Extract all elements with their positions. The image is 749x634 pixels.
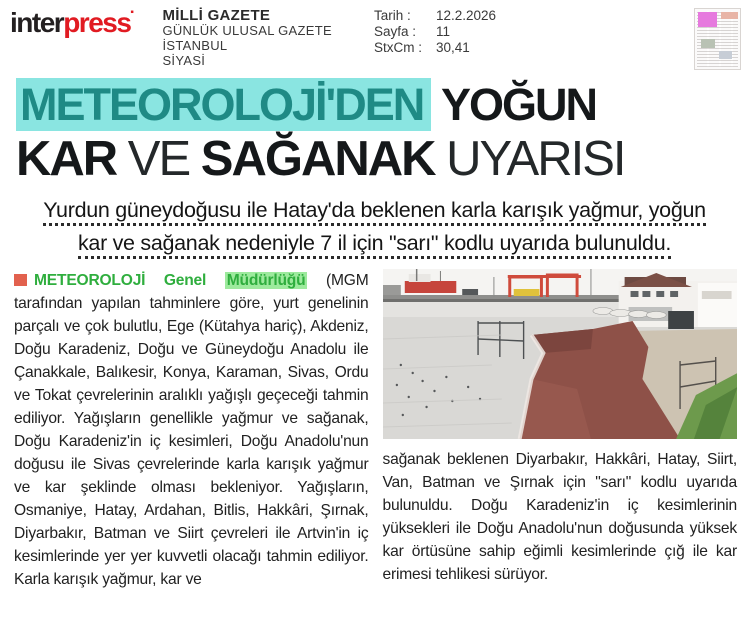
headline-line-2 [16, 132, 737, 186]
date-value: 12.2.2026 [435, 8, 497, 23]
thumbnail-photo-block [701, 39, 715, 48]
headline-bold-word-3: SAĞANAK [200, 132, 435, 186]
headline-bold-word-2: KAR [16, 132, 117, 186]
headline-light-word-2: UYARISI [434, 132, 625, 186]
logo-trademark-icon: ▪ [130, 7, 133, 18]
publication-name: MİLLİ GAZETE [162, 7, 271, 24]
publication-city: İSTANBUL [162, 38, 228, 53]
thumbnail-article-highlight [698, 12, 717, 27]
subheadline-line-1: Yurdun güneydoğusu ile Hatay'da beklenen karla karışık yağmur, yoğun [43, 198, 706, 226]
article-body [0, 260, 749, 591]
logo-text-red: press [63, 7, 131, 38]
red-square-bullet [14, 274, 27, 286]
stxcm-label: StxCm : [373, 40, 422, 55]
article-headline [0, 72, 749, 186]
harbor-photo [383, 269, 738, 439]
newspaper-page-thumbnail [694, 8, 741, 70]
publication-type: GÜNLÜK ULUSAL GAZETE [162, 23, 332, 38]
stxcm-value: 30,41 [435, 40, 470, 55]
thumbnail-masthead [721, 12, 738, 19]
keyword-mudurlugu: Müdürlüğü [226, 272, 306, 289]
article-column-right [383, 269, 738, 591]
harbor-photo-illustration [383, 269, 738, 439]
clipping-meta [374, 8, 496, 56]
left-column-text: (MGM tarafından yapılan tahminlere göre, yurt genelinin parçalı ve çok bulutlu, Ege (Kütahya hariç), Akdeniz, Doğu Karadeniz, Doğu ve Güneydoğu Anadolu ile Çanakkale, Balıkesir, Konya, Karaman, Sivas, Ordu ve Tokat çevrelerinin aralıklı yağışlı geçeceği tahmin ediliyor. Yağışların genellikle yağmur ve sağanak, Doğu Karadeniz'in iç kesimleri, Doğu Anadolu'nun doğusu ile Sivas çevrelerinde karla karışık yağmur ve kar şeklinde olması bekleniyor. Yağışların, Osmaniye, Hatay, Ardahan, Bitlis, Hakkâri, Şırnak, Diyarbakır, Batman ve Siirt çevreleri ile Artvin'in iç kesimlerinde yer yer kuvvetli olacağı tahmin ediliyor. Karla karışık yağmur, kar ve [14, 272, 369, 588]
clipping-header [0, 0, 749, 72]
publication-category: SİYASİ [162, 53, 206, 68]
page-value: 11 [435, 24, 450, 39]
page-label: Sayfa : [373, 24, 416, 39]
headline-line-1 [16, 78, 737, 132]
subheadline-line-2: kar ve sağanak nedeniyle 7 il için "sarı" kodlu uyarıda bulunuldu. [78, 231, 671, 259]
headline-bold-word-1: YOĞUN [440, 79, 596, 130]
keyword-genel: Genel [145, 272, 225, 289]
keyword-meteoroloji: METEOROLOJİ [34, 272, 146, 289]
headline-light-word-1: VE [116, 132, 201, 186]
article-column-left [14, 269, 369, 591]
thumbnail-photo-block-2 [719, 51, 732, 59]
headline-highlighted-word: METEOROLOJİ'DEN [16, 78, 431, 131]
right-column-text: sağanak beklenen Diyarbakır, Hakkâri, Hatay, Siirt, Van, Batman ve Şırnak için "sarı" kodlu uyarıda bulunuldu. Doğu Karadeniz'in iç kesimlerinin yüksekleri ile Doğu Anadolu'nun doğusunda yüksek kar örtüsüne sahip eğimli kesimlerinde çığ ile kar erimesi tehlikesi sürüyor. [382, 451, 737, 583]
interpress-logo [10, 8, 132, 38]
article-subheadline [0, 194, 749, 260]
publication-info [162, 8, 332, 68]
date-label: Tarih : [373, 8, 411, 23]
logo-text-black: inter [10, 7, 64, 38]
